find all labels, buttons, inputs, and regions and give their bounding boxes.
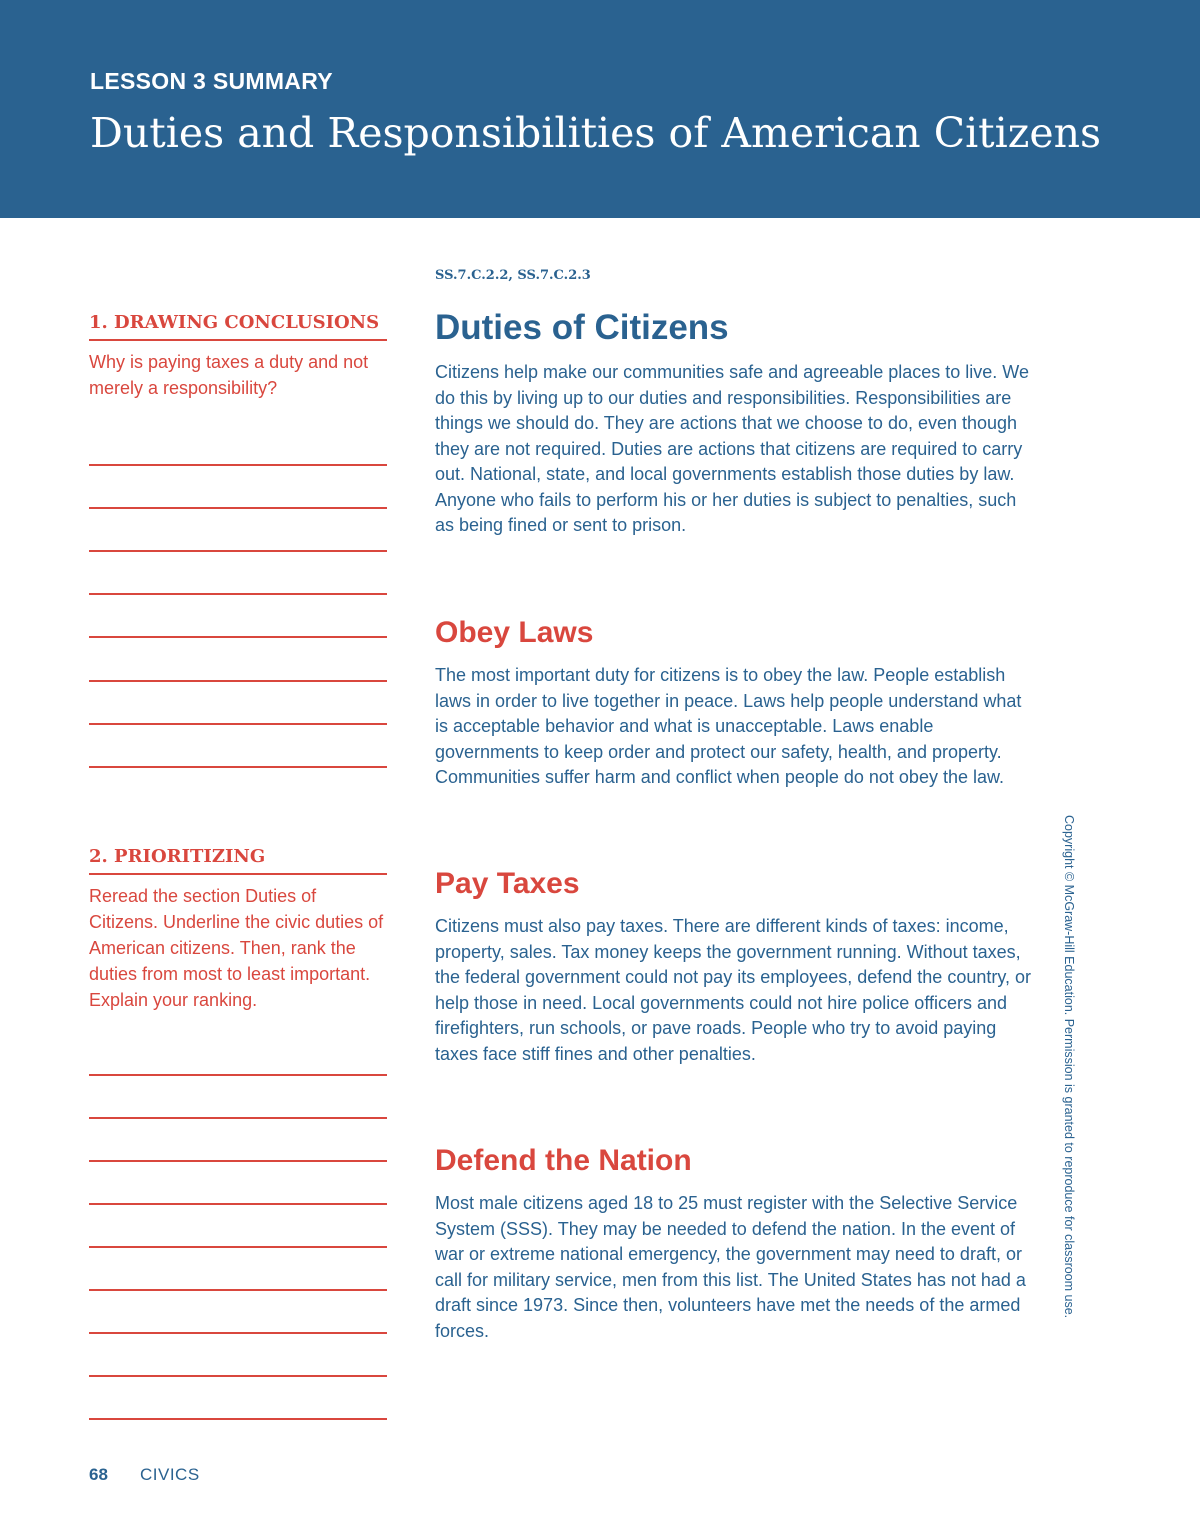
page-title: Duties and Responsibilities of American Citizens bbox=[90, 109, 1102, 157]
answer-line[interactable] bbox=[89, 593, 387, 595]
lesson-label: LESSON 3 SUMMARY bbox=[90, 68, 333, 94]
answer-line[interactable] bbox=[89, 1160, 387, 1162]
subsection-body: The most important duty for citizens is to obey the law. People establish laws in order to live together in peace. Laws help people understand what is acceptable behavior and what is unacceptable. Laws enable governments to keep order and protect our safety, health, and property. Communities suffer harm and conflict when people do not obey the law. bbox=[435, 665, 1022, 787]
answer-line[interactable] bbox=[89, 1246, 387, 1248]
subsection-heading: Pay Taxes bbox=[435, 867, 580, 900]
copyright-notice: Copyright © McGraw-Hill Education. Permission is granted to reproduce for classroom use. bbox=[1062, 815, 1076, 1319]
answer-line[interactable] bbox=[89, 1418, 387, 1420]
answer-line[interactable] bbox=[89, 766, 387, 768]
answer-line[interactable] bbox=[89, 1332, 387, 1334]
answer-line[interactable] bbox=[89, 723, 387, 725]
subject-label: CIVICS bbox=[140, 1465, 200, 1484]
answer-line[interactable] bbox=[89, 1117, 387, 1119]
answer-line[interactable] bbox=[89, 1375, 387, 1377]
subsection-heading: Obey Laws bbox=[435, 616, 594, 649]
header-banner bbox=[0, 0, 1200, 218]
answer-line[interactable] bbox=[89, 1289, 387, 1291]
activity-drawing-conclusions bbox=[89, 310, 387, 401]
answer-line[interactable] bbox=[89, 636, 387, 638]
subsection-body: Citizens must also pay taxes. There are different kinds of taxes: income, property, sales. Tax money keeps the government running. Without taxes, the federal government could not pay its employees, defend the country, or help those in need. Local governments could not hire police officers and firefighters, run schools, or pave roads. People who try to avoid paying taxes face stiff fines and other penalties. bbox=[435, 916, 1032, 1064]
section-title: Duties of Citizens bbox=[435, 308, 729, 347]
defend-nation-section bbox=[435, 1141, 1035, 1344]
answer-line[interactable] bbox=[89, 507, 387, 509]
answer-line[interactable] bbox=[89, 1203, 387, 1205]
duties-of-citizens-section bbox=[435, 306, 1035, 539]
obey-laws-section bbox=[435, 613, 1035, 791]
subsection-body: Most male citizens aged 18 to 25 must register with the Selective Service System (SSS). They may be needed to defend the nation. In the event of war or extreme national emergency, the government may need to draft, or call for military service, men from this list. The United States has not had a draft since 1973. Since then, volunteers have met the needs of the armed forces. bbox=[435, 1193, 1026, 1341]
pay-taxes-section bbox=[435, 864, 1035, 1067]
standards-code: SS.7.C.2.2, SS.7.C.2.3 bbox=[435, 268, 591, 283]
answer-line[interactable] bbox=[89, 550, 387, 552]
activity-prompt: Reread the section Duties of Citizens. Underline the civic duties of American citizens. Then, rank the duties from most to least important. Explain your ranking. bbox=[89, 886, 384, 1010]
intro-paragraph: Citizens help make our communities safe and agreeable places to live. We do this by living up to our duties and responsibilities. Responsibilities are things we should do. They are actions that we choose to do, even though they are not required. Duties are actions that citizens are required to carry out. National, state, and local governments establish those duties by law. Anyone who fails to perform his or her duties is subject to penalties, such as being fined or sent to prison. bbox=[435, 362, 1029, 535]
activity-heading: 2. PRIORITIZING bbox=[89, 844, 387, 875]
page-number: 68 bbox=[89, 1465, 108, 1484]
answer-line[interactable] bbox=[89, 1074, 387, 1076]
activity-prompt: Why is paying taxes a duty and not merely a responsibility? bbox=[89, 352, 369, 398]
subsection-heading: Defend the Nation bbox=[435, 1144, 692, 1177]
answer-line[interactable] bbox=[89, 680, 387, 682]
activity-heading: 1. DRAWING CONCLUSIONS bbox=[89, 310, 387, 341]
activity-prioritizing bbox=[89, 844, 387, 1013]
answer-line[interactable] bbox=[89, 464, 387, 466]
